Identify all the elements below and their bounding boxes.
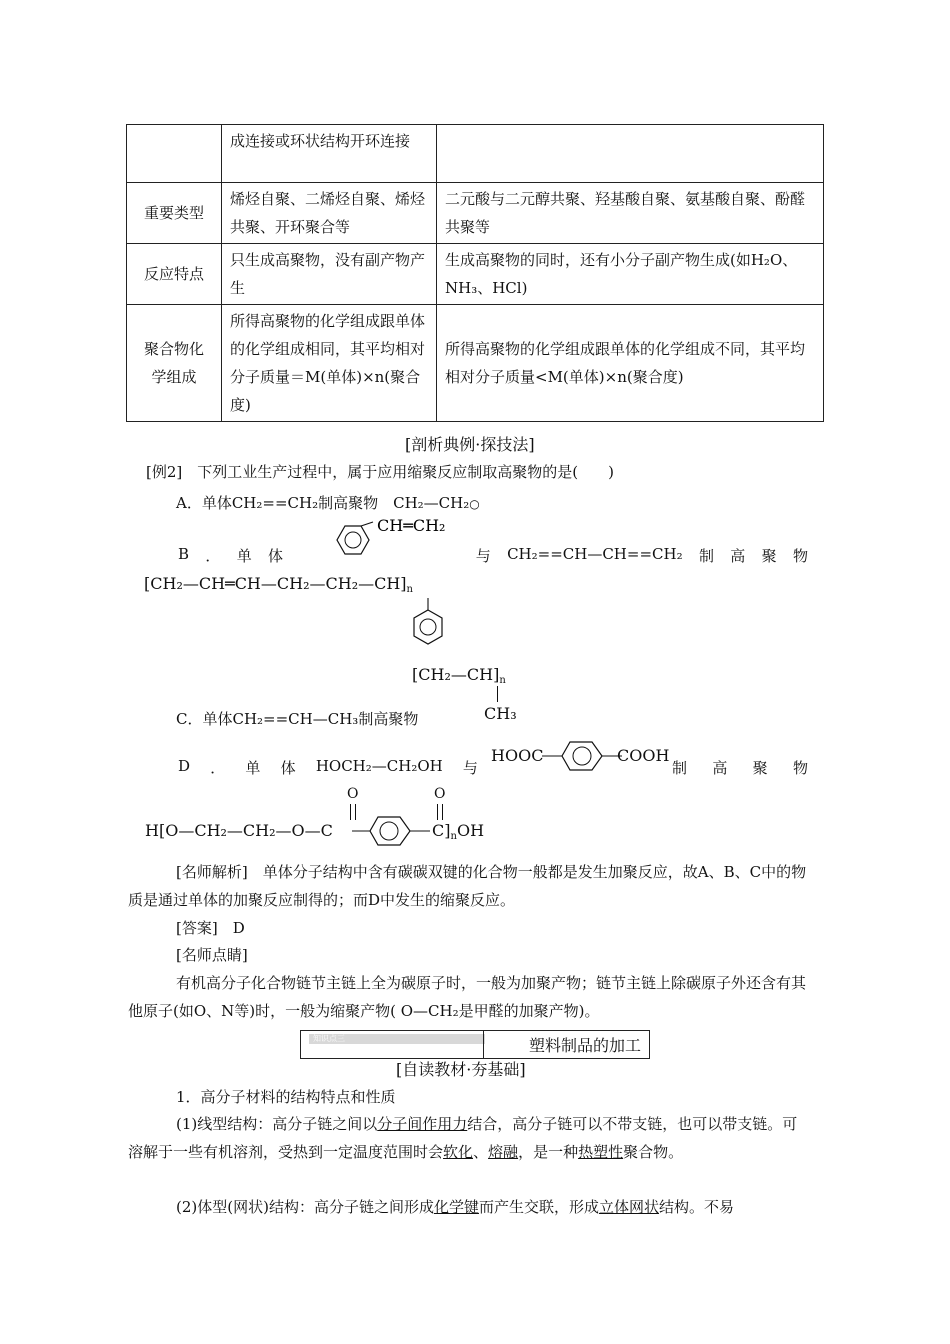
polymer-c-chain: CH₂—CH	[418, 665, 494, 684]
carbonyl-o: O	[347, 786, 359, 802]
option-b-word: 物	[792, 547, 808, 565]
option-b-line	[178, 545, 808, 566]
row-label	[127, 125, 222, 183]
underlined-term: 软化	[443, 1143, 474, 1161]
glycol-formula: HOCH₂—CH₂OH	[315, 757, 443, 775]
styrene-vinyl: CH═CH₂	[377, 518, 446, 535]
option-d-dot: ．	[210, 759, 226, 777]
polyester-ring	[352, 808, 434, 848]
bracket-right-icon: ]	[444, 821, 451, 840]
addition-cell: 所得高聚物的化学组成跟单体的化学组成相同，其平均相对分子质量＝M(单体)×n(聚合度)	[222, 305, 437, 422]
bracket-icon: ○	[469, 497, 480, 511]
acid-left: HOOC	[491, 746, 544, 765]
underlined-term: 分子间作用力	[377, 1115, 468, 1133]
polyester-h: H	[145, 821, 159, 840]
option-b-word: 与	[475, 547, 491, 565]
condensation-cell	[437, 125, 824, 183]
comparison-table	[126, 124, 824, 422]
polyester-chain: O—CH₂—CH₂—O—C	[165, 821, 333, 840]
option-d-line	[178, 757, 478, 778]
text: (1)线型结构：高分子链之间以	[176, 1115, 378, 1133]
double-bond	[350, 804, 356, 820]
option-d-word: 制	[672, 759, 688, 777]
underlined-term: 热塑性	[578, 1143, 624, 1161]
underlined-term: 熔融	[488, 1143, 519, 1161]
tip-text: 有机高分子化合物链节主链上全为碳原子时，一般为加聚产物；链节主链上除碳原子外还含有其他原子(如O、N等)时，一般为缩聚产物( O—CH₂是甲醛的加聚产物)。	[128, 974, 807, 1020]
banner-title: 塑料制品的加工	[529, 1036, 642, 1055]
condensation-cell: 生成高聚物的同时，还有小分子副产物生成(如H₂O、NH₃、HCl)	[437, 244, 824, 305]
option-b-word: 制	[698, 547, 714, 565]
acid-right: COOH	[617, 746, 670, 765]
example-stem: [例2] 下列工业生产过程中，属于应用缩聚反应制取高聚物的是( )	[146, 463, 614, 481]
polyester-oh: OH	[456, 821, 485, 840]
addition-cell: 只生成高聚物，没有副产物产生	[222, 244, 437, 305]
row-label: 反应特点	[127, 244, 222, 305]
section-heading: [自读教材·夯基础]	[396, 1060, 526, 1079]
underlined-term: 立体网状	[599, 1198, 660, 1216]
underlined-term: 化学键	[433, 1198, 479, 1216]
table-row	[127, 125, 824, 183]
subscript-n: n	[450, 831, 457, 842]
option-d-word: 与	[462, 759, 478, 777]
text: 而产生交联，形成	[478, 1198, 599, 1216]
addition-cell: 烯烃自聚、二烯烃自聚、烯烃共聚、开环聚合等	[222, 183, 437, 244]
polyester-formula	[145, 821, 333, 840]
polymer-b-chain: CH₂—CH═CH—CH₂—CH₂—CH	[150, 574, 401, 593]
polymer-b-phenyl	[405, 596, 451, 658]
polymer-b	[144, 574, 413, 595]
methyl-branch: CH₃	[484, 704, 517, 723]
text: (2)体型(网状)结构：高分子链之间形成	[176, 1198, 434, 1216]
option-d-tail	[672, 757, 808, 778]
bracket-left-icon: [	[158, 821, 166, 840]
bracket-right-icon: ]	[493, 665, 500, 684]
bracket-right-icon: ]	[400, 574, 407, 593]
row-label: 重要类型	[127, 183, 222, 244]
polyester-end	[432, 821, 484, 842]
option-b-dot: ．	[205, 547, 221, 565]
option-a-text: A．单体CH₂==CH₂制高聚物 CH₂—CH₂	[176, 494, 470, 512]
option-c: C．单体CH₂==CH—CH₃制高聚物	[176, 710, 419, 728]
subscript-n: n	[499, 675, 506, 686]
text: ，是一种	[518, 1143, 579, 1161]
text: 、	[473, 1143, 489, 1161]
text: 聚合物。	[623, 1143, 684, 1161]
bracket-left-icon: [	[144, 574, 151, 593]
polymer-c	[412, 665, 506, 686]
double-bond	[437, 804, 443, 820]
carbonyl-o: O	[434, 786, 446, 802]
bond-line	[497, 686, 498, 702]
polyester-carbonyl-c: C	[432, 821, 445, 840]
option-b-word: 单	[236, 547, 252, 565]
text: 结构。不易	[659, 1198, 735, 1216]
divider	[483, 1031, 484, 1058]
addition-cell: 成连接或环状结构开环连接	[222, 125, 437, 183]
condensation-cell: 二元酸与二元醇共聚、羟基酸自聚、氨基酸自聚、酚醛共聚等	[437, 183, 824, 244]
option-d-letter: D	[178, 757, 191, 775]
table-row	[127, 305, 824, 422]
subscript-n: n	[406, 584, 413, 595]
table-row	[127, 183, 824, 244]
option-d-word: 物	[792, 759, 808, 777]
analysis-label: [名师解析]	[176, 863, 248, 881]
condensation-cell: 所得高聚物的化学组成跟单体的化学组成不同，其平均相对分子质量<M(单体)×n(聚合度)	[437, 305, 824, 422]
paragraph-linear	[128, 1110, 808, 1166]
option-d-word: 聚	[752, 759, 768, 777]
point-title: 1．高分子材料的结构特点和性质	[176, 1088, 396, 1106]
answer: [答案] D	[176, 919, 245, 937]
knowledge-banner	[300, 1030, 650, 1059]
knowledge-tag: 知识点三	[309, 1034, 485, 1044]
section-heading: [剖析典例·探技法]	[405, 435, 535, 454]
tip-label: [名师点睛]	[176, 946, 248, 964]
butadiene-formula: CH₂==CH—CH==CH₂	[507, 545, 683, 563]
option-b-word: 高	[730, 547, 746, 565]
option-a	[176, 489, 480, 518]
option-b-word: 体	[268, 547, 284, 565]
paragraph-network	[128, 1193, 808, 1221]
option-b-letter: B	[178, 545, 190, 563]
analysis-text: 单体分子结构中含有碳碳双键的化合物一般都是发生加聚反应，故A、B、C中的物质是通过单体的加聚反应制得的；而D中发生的缩聚反应。	[128, 863, 807, 909]
bracket-left-icon: [	[412, 665, 419, 684]
option-d-word: 单	[245, 759, 261, 777]
analysis-para	[128, 858, 808, 914]
option-d-word: 高	[712, 759, 728, 777]
option-b-word: 聚	[761, 547, 777, 565]
text: 结合，高分子链可以不带支链，也可以带支链。可溶解于一些有机溶剂，受热到一定温度范围时会	[128, 1115, 798, 1161]
table-row	[127, 244, 824, 305]
option-d-word: 体	[280, 759, 296, 777]
row-label: 聚合物化学组成	[127, 305, 222, 422]
